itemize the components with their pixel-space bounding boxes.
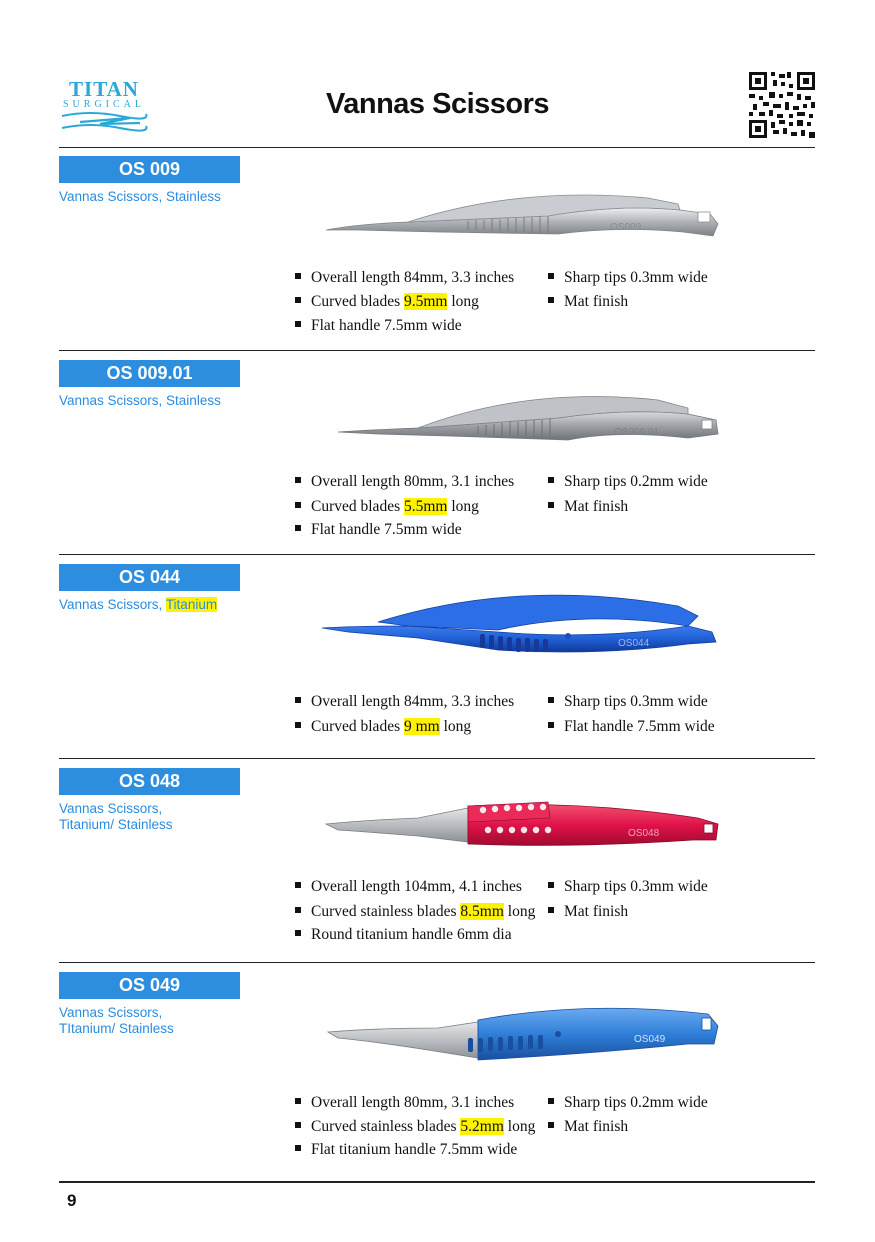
bullet-icon (548, 722, 554, 728)
bullet-icon (295, 882, 301, 888)
bullet-icon (295, 722, 301, 728)
spec-item: Overall length 80mm, 3.1 inches (295, 1093, 514, 1113)
scissors-image-os044 (318, 580, 728, 660)
product-os-009-01 (0, 352, 875, 556)
spec-item: Flat titanium handle 7.5mm wide (295, 1140, 517, 1160)
section-divider (59, 962, 815, 963)
bullet-icon (295, 907, 301, 913)
bullet-icon (295, 1145, 301, 1151)
spec-item: Sharp tips 0.2mm wide (548, 472, 708, 492)
bullet-icon (295, 273, 301, 279)
spec-item: Curved stainless blades 8.5mm long (295, 902, 535, 922)
logo-brand-text: TITAN (69, 77, 139, 101)
product-os-048 (0, 760, 875, 964)
svg-text:OS048: OS048 (628, 828, 660, 839)
spec-item: Mat finish (548, 902, 628, 922)
section-divider (59, 554, 815, 555)
bullet-icon (295, 1098, 301, 1104)
spec-item: Curved stainless blades 5.2mm long (295, 1117, 535, 1137)
page-number: 9 (67, 1191, 77, 1210)
spec-item: Mat finish (548, 497, 628, 517)
product-code-bar: OS 048 (59, 768, 240, 795)
scissors-image-os009-01 (318, 372, 728, 452)
product-os-044 (0, 556, 875, 760)
product-code-bar: OS 044 (59, 564, 240, 591)
bullet-icon (548, 882, 554, 888)
footer-divider (59, 1181, 815, 1183)
bullet-icon (295, 1122, 301, 1128)
svg-text:OS009.01: OS009.01 (614, 427, 660, 438)
bullet-icon (295, 477, 301, 483)
spec-item: Curved blades 9 mm long (295, 717, 471, 737)
product-os-049 (0, 964, 875, 1168)
product-description: Vannas Scissors, TItanium/ Stainless (59, 1005, 174, 1036)
product-description: Vannas Scissors, Titanium (59, 597, 218, 612)
spec-item: Mat finish (548, 292, 628, 312)
svg-text:OS049: OS049 (634, 1034, 666, 1045)
scissors-image-os009 (318, 168, 728, 248)
product-description: Vannas Scissors, Stainless (59, 393, 221, 408)
spec-item: Flat handle 7.5mm wide (548, 717, 715, 737)
qr-code-icon[interactable] (749, 72, 815, 138)
spec-item: Overall length 84mm, 3.3 inches (295, 692, 514, 712)
spec-item: Sharp tips 0.3mm wide (548, 877, 708, 897)
spec-item: Overall length 80mm, 3.1 inches (295, 472, 514, 492)
product-code-bar: OS 049 (59, 972, 240, 999)
spec-item: Sharp tips 0.3mm wide (548, 692, 708, 712)
spec-item: Round titanium handle 6mm dia (295, 925, 512, 945)
spec-item: Curved blades 9.5mm long (295, 292, 479, 312)
bullet-icon (548, 273, 554, 279)
bullet-icon (548, 297, 554, 303)
bullet-icon (548, 697, 554, 703)
bullet-icon (295, 297, 301, 303)
product-os-009 (0, 148, 875, 352)
bullet-icon (295, 525, 301, 531)
product-code-bar: OS 009.01 (59, 360, 240, 387)
bullet-icon (548, 1098, 554, 1104)
spec-item: Mat finish (548, 1117, 628, 1137)
section-divider (59, 758, 815, 759)
bullet-icon (548, 502, 554, 508)
spec-item: Overall length 104mm, 4.1 inches (295, 877, 522, 897)
bullet-icon (548, 1122, 554, 1128)
section-divider (59, 350, 815, 351)
spec-item: Curved blades 5.5mm long (295, 497, 479, 517)
page-title: Vannas Scissors (325, 88, 550, 120)
spec-item: Overall length 84mm, 3.3 inches (295, 268, 514, 288)
scissors-image-os048 (318, 778, 728, 858)
bullet-icon (295, 930, 301, 936)
bullet-icon (295, 697, 301, 703)
spec-item: Sharp tips 0.3mm wide (548, 268, 708, 288)
product-description: Vannas Scissors, Stainless (59, 189, 221, 204)
svg-text:OS009: OS009 (610, 222, 642, 233)
product-description: Vannas Scissors, Titanium/ Stainless (59, 801, 173, 832)
svg-text:OS044: OS044 (618, 638, 650, 649)
bullet-icon (295, 321, 301, 327)
bullet-icon (548, 907, 554, 913)
product-code-bar: OS 009 (59, 156, 240, 183)
scissors-image-os049 (318, 992, 728, 1072)
spec-item: Flat handle 7.5mm wide (295, 316, 462, 336)
spec-item: Sharp tips 0.2mm wide (548, 1093, 708, 1113)
logo-sub-text: SURGICAL (62, 99, 145, 110)
bullet-icon (295, 502, 301, 508)
spec-item: Flat handle 7.5mm wide (295, 520, 462, 540)
bullet-icon (548, 477, 554, 483)
